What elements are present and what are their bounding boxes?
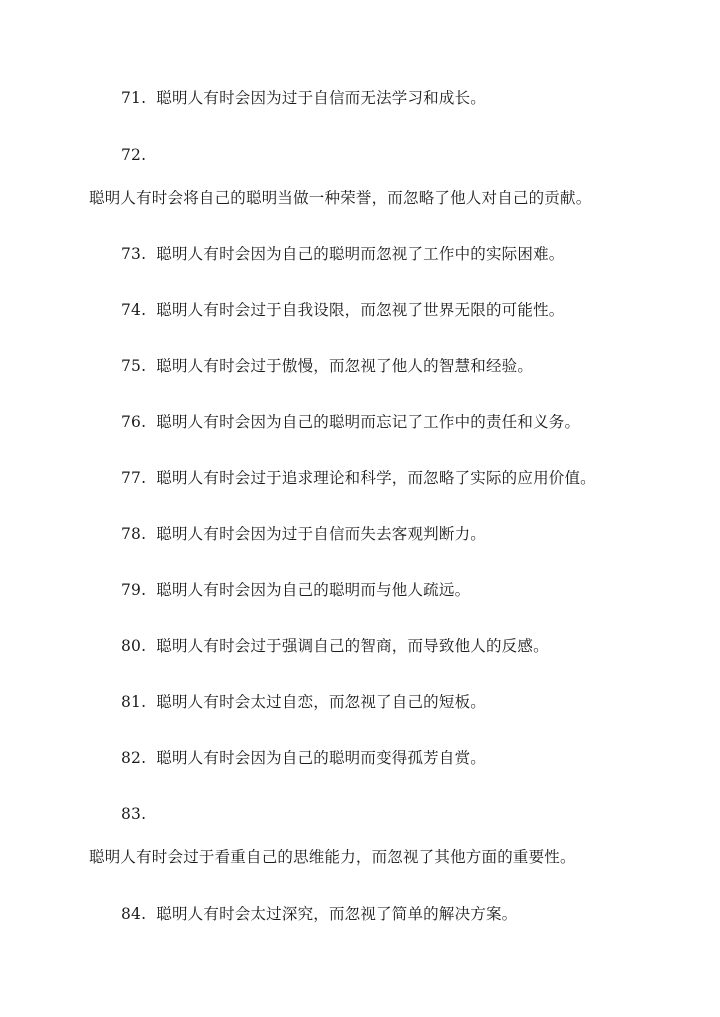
item-text: 聪明人有时会将自己的聪明当做一种荣誉，而忽略了他人对自己的贡献。 bbox=[89, 189, 592, 207]
list-item-73 bbox=[121, 244, 564, 264]
list-item-80 bbox=[121, 636, 549, 656]
list-item-75 bbox=[121, 356, 533, 376]
list-item-82 bbox=[121, 748, 486, 768]
list-item-72-text bbox=[89, 188, 591, 208]
item-text: 聪明人有时会因为自己的聪明而变得孤芳自赏。 bbox=[156, 749, 486, 767]
list-item-78 bbox=[121, 524, 486, 544]
list-item-83-number bbox=[121, 804, 146, 824]
list-item-77 bbox=[121, 468, 596, 488]
item-number: 82. bbox=[121, 749, 147, 767]
list-item-84 bbox=[121, 904, 517, 924]
list-item-79 bbox=[121, 580, 470, 600]
item-text: 聪明人有时会因为自己的聪明而忘记了工作中的责任和义务。 bbox=[156, 413, 581, 431]
item-number: 83. bbox=[121, 805, 147, 823]
item-number: 80. bbox=[121, 637, 147, 655]
item-text: 聪明人有时会过于傲慢，而忽视了他人的智慧和经验。 bbox=[156, 357, 534, 375]
item-number: 75. bbox=[121, 357, 147, 375]
list-item-74 bbox=[121, 300, 564, 320]
item-text: 聪明人有时会过于看重自己的思维能力，而忽视了其他方面的重要性。 bbox=[89, 848, 576, 866]
item-number: 84. bbox=[121, 905, 147, 923]
item-number: 77. bbox=[121, 469, 147, 487]
item-text: 聪明人有时会因为过于自信而无法学习和成长。 bbox=[156, 89, 486, 107]
list-item-76 bbox=[121, 412, 580, 432]
list-item-71 bbox=[121, 88, 486, 108]
item-number: 76. bbox=[121, 413, 147, 431]
item-number: 73. bbox=[121, 245, 147, 263]
list-item-81 bbox=[121, 692, 486, 712]
item-number: 71. bbox=[121, 89, 147, 107]
item-text: 聪明人有时会太过自恋，而忽视了自己的短板。 bbox=[156, 693, 486, 711]
list-item-72-number bbox=[121, 145, 146, 165]
item-text: 聪明人有时会过于强调自己的智商，而导致他人的反感。 bbox=[156, 637, 549, 655]
list-item-83-text bbox=[89, 847, 576, 867]
item-text: 聪明人有时会太过深究，而忽视了简单的解决方案。 bbox=[156, 905, 518, 923]
item-text: 聪明人有时会过于追求理论和科学，而忽略了实际的应用价值。 bbox=[156, 469, 596, 487]
item-number: 79. bbox=[121, 581, 147, 599]
item-number: 72. bbox=[121, 146, 147, 164]
item-text: 聪明人有时会因为自己的聪明而忽视了工作中的实际困难。 bbox=[156, 245, 565, 263]
item-number: 78. bbox=[121, 525, 147, 543]
item-number: 74. bbox=[121, 301, 147, 319]
item-text: 聪明人有时会过于自我设限，而忽视了世界无限的可能性。 bbox=[156, 301, 565, 319]
item-text: 聪明人有时会因为自己的聪明而与他人疏远。 bbox=[156, 581, 471, 599]
item-text: 聪明人有时会因为过于自信而失去客观判断力。 bbox=[156, 525, 486, 543]
item-number: 81. bbox=[121, 693, 147, 711]
